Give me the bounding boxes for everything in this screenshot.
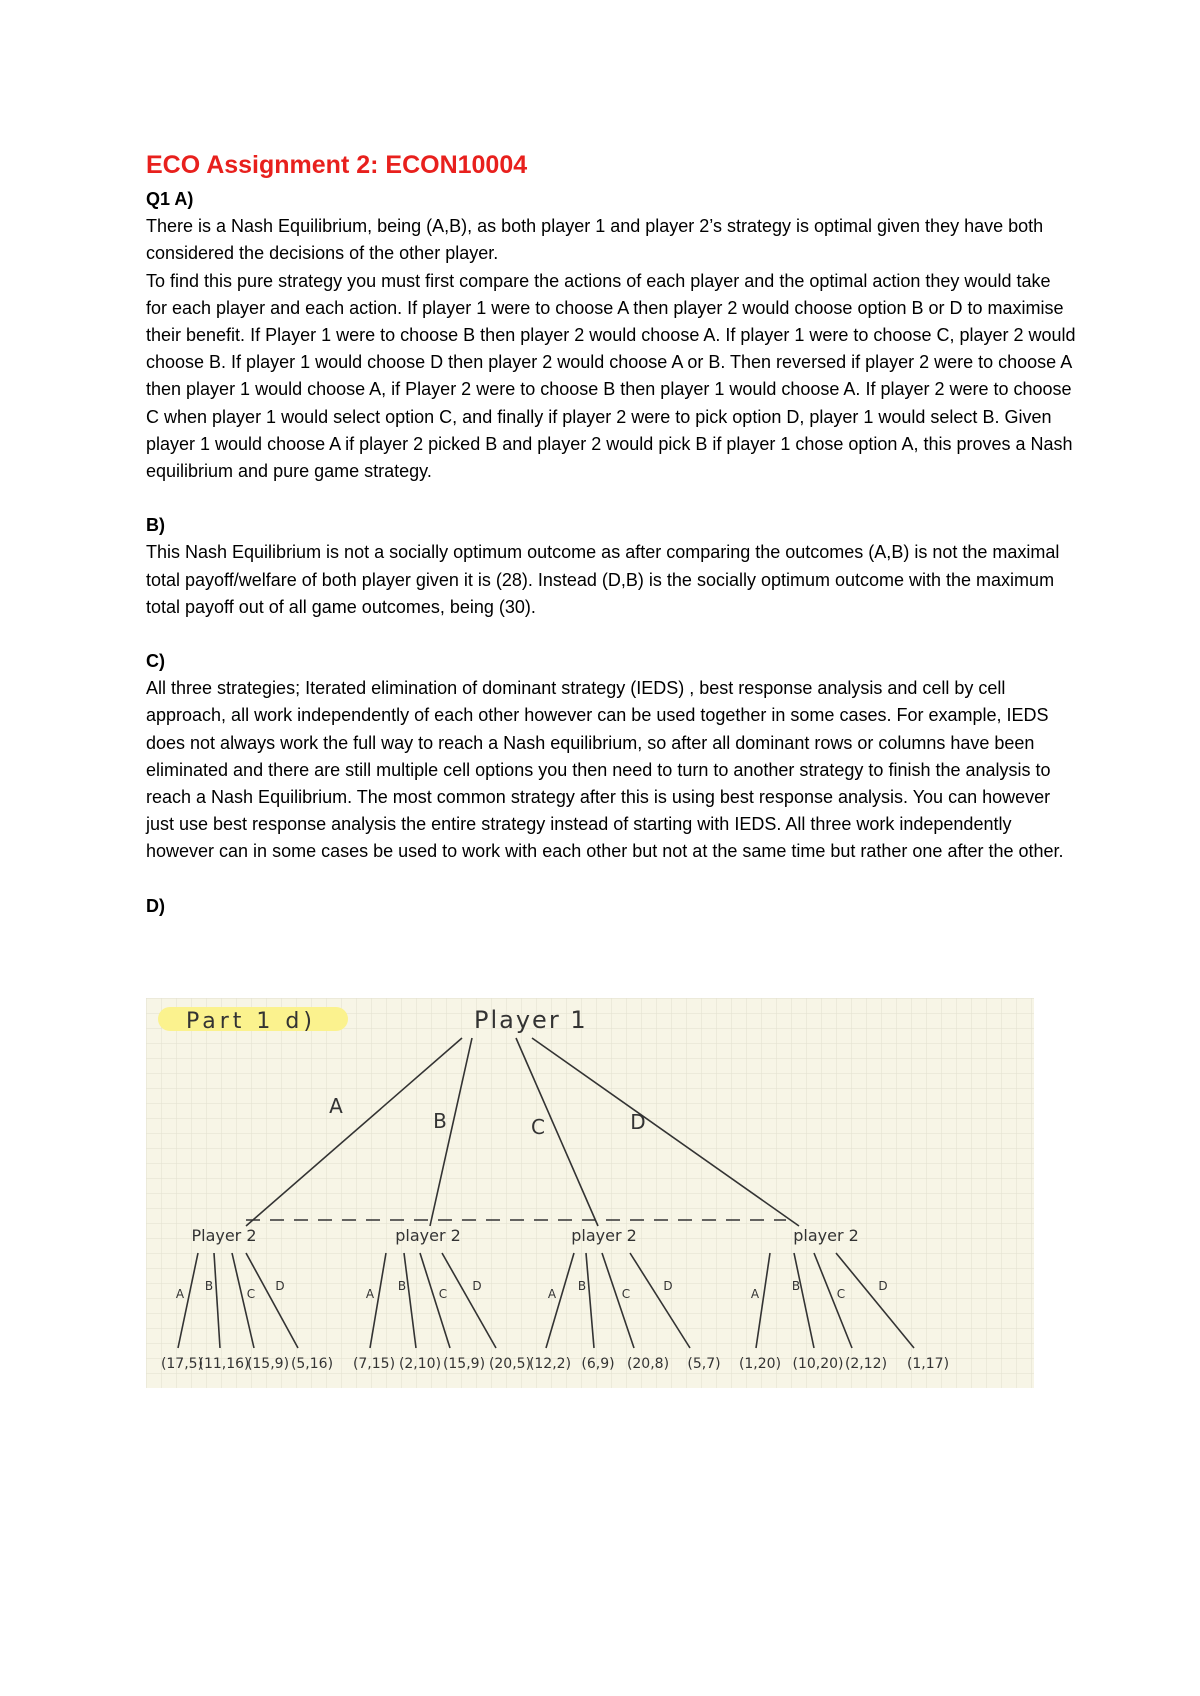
document-title: ECO Assignment 2: ECON10004 (146, 151, 528, 179)
q1-paragraph-1: There is a Nash Equilibrium, being (A,B), as both player 1 and player 2’s strategy is optimal given they have both considered the decisions of the other player. (146, 216, 1044, 264)
node-4-branch-label-d: D (878, 1279, 888, 1293)
figure-tag: Part 1 d) (186, 1009, 316, 1034)
node-4-branch-label-c: C (836, 1287, 846, 1301)
node-2-branch-label-c: C (438, 1287, 448, 1301)
node-3-branch-label-d: D (663, 1279, 673, 1293)
node-1-branch-label-c: C (246, 1287, 256, 1301)
node-3-payoff-3: (20,8) (626, 1356, 670, 1372)
root-branch-label-a: A (329, 1094, 343, 1118)
node-label-2: player 2 (395, 1226, 461, 1245)
node-3-payoff-2: (6,9) (581, 1356, 615, 1372)
q1-heading: Q1 A) (146, 189, 194, 209)
node-3-branch-label-c: C (621, 1287, 631, 1301)
paper-grid (146, 998, 1034, 1388)
node-2-payoff-4: (20,5) (488, 1356, 532, 1372)
d-heading: D) (146, 895, 165, 916)
node-1-payoff-4: (5,16) (290, 1356, 334, 1372)
node-1-payoff-1: (17,5) (160, 1356, 204, 1372)
node-4-payoff-1: (1,20) (738, 1356, 782, 1372)
node-3-branch-label-a: A (547, 1287, 557, 1301)
root-branch-label-b: B (433, 1109, 447, 1133)
node-4-payoff-2: (10,20) (792, 1356, 844, 1372)
c-paragraph: All three strategies; Iterated elimination of dominant strategy (IEDS) , best response analysis and cell by cell approach, all work independently of each other however can be used together in some cases. For example, IEDS does not always work the full way to reach a Nash equilibrium, so after all dominant rows or columns have been eliminated and there are still multiple cell options you then need to turn to another strategy to finish the analysis to reach a Nash Equilibrium. The most common strategy after this is using best response analysis. You can however just use best response analysis the entire strategy instead of starting with IEDS. All three work independently however can in some cases be used to work with each other but not at the same time but rather one after the other. (146, 678, 1064, 862)
node-4-branch-label-b: B (791, 1279, 801, 1293)
root-label: Player 1 (474, 1006, 588, 1034)
node-label-1: Player 2 (191, 1226, 257, 1245)
node-4-payoff-4: (1,17) (906, 1356, 950, 1372)
node-1-payoff-2: (11,16) (198, 1356, 250, 1372)
node-2-branch-label-d: D (472, 1279, 482, 1293)
node-2-branch-label-b: B (397, 1279, 407, 1293)
node-3-payoff-1: (12,2) (528, 1356, 572, 1372)
c-heading: C) (146, 651, 165, 672)
node-1-branch-label-b: B (204, 1279, 214, 1293)
q1-paragraph-2: To find this pure strategy you must first compare the actions of each player and the optimal action they would take for each player and each action. If player 1 were to choose A then player 2 would choose option B or D to maximise their benefit. If Player 1 were to choose B then player 2 would choose A. If player 1 were to choose C, player 2 would choose B. If player 1 would choose D then player 2 would choose A or B. Then reversed if player 2 were to choose A then player 1 would choose A, if Player 2 were to choose B then player 1 would choose A. If player 2 were to choose C when player 1 would select option C, and finally if player 2 were to pick option D, player 1 would select B. Given player 1 would choose A if player 2 picked B and player 2 would pick B if player 1 chose option A, this proves a Nash equilibrium and pure game strategy. (146, 270, 1076, 482)
game-tree-figure (146, 998, 1034, 1388)
node-1-branch-label-d: D (275, 1279, 285, 1293)
node-3-branch-label-b: B (577, 1279, 587, 1293)
node-4-payoff-3: (2,12) (844, 1356, 888, 1372)
node-label-3: player 2 (571, 1226, 637, 1245)
document-body (146, 148, 1076, 920)
node-3-payoff-4: (5,7) (687, 1356, 721, 1372)
root-branch-label-c: C (531, 1115, 545, 1139)
node-1-payoff-3: (15,9) (246, 1356, 290, 1372)
root-branch-label-d: D (630, 1110, 646, 1134)
node-2-branch-label-a: A (365, 1287, 375, 1301)
node-4-branch-label-a: A (750, 1287, 760, 1301)
b-paragraph: This Nash Equilibrium is not a socially optimum outcome as after comparing the outcomes (A,B) is not the maximal total payoff/welfare of both player given it is (28). Instead (D,B) is the socially optimum outcome with the maximum total payoff out of all game outcomes, being (30). (146, 542, 1060, 617)
node-2-payoff-3: (15,9) (442, 1356, 486, 1372)
node-1-branch-label-a: A (175, 1287, 185, 1301)
b-heading: B) (146, 515, 165, 536)
node-2-payoff-1: (7,15) (352, 1356, 396, 1372)
game-tree-svg (146, 998, 1034, 1388)
node-2-payoff-2: (2,10) (398, 1356, 442, 1372)
node-label-4: player 2 (793, 1226, 859, 1245)
